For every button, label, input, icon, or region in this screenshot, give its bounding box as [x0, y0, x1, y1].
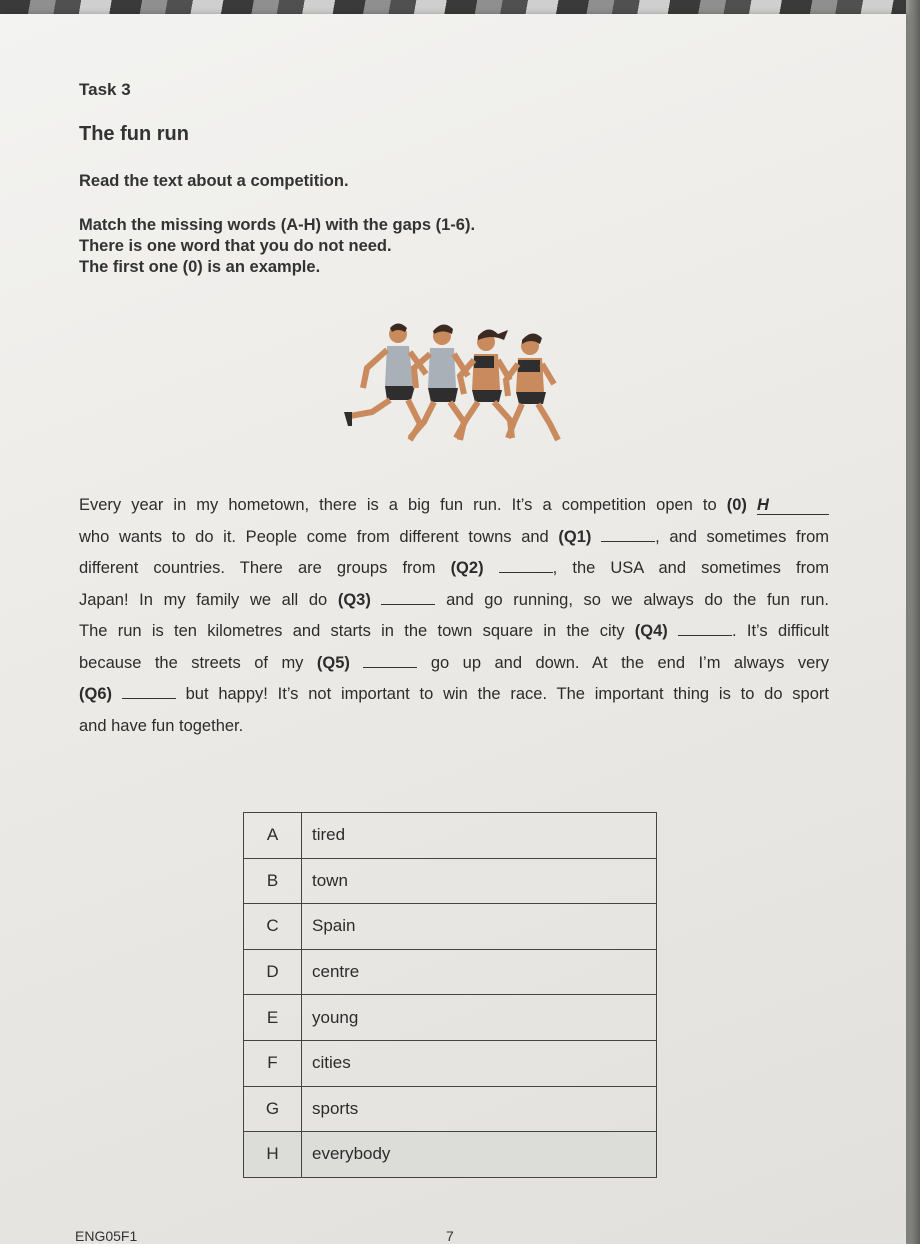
reading-passage	[79, 490, 829, 742]
passage-line: different countries. There are groups from (Q2) , the USA and sometimes from	[79, 559, 830, 577]
option-word: Spain	[302, 904, 657, 950]
option-letter: H	[244, 1132, 302, 1178]
option-letter: A	[244, 813, 302, 859]
table-row	[244, 813, 657, 859]
option-word: young	[302, 995, 657, 1041]
passage-line: and have fun together.	[79, 716, 244, 735]
task-label: Task 3	[79, 80, 131, 99]
gap-label: (Q1)	[558, 527, 592, 546]
answer-gap[interactable]	[678, 621, 732, 636]
word-options-table	[243, 812, 657, 1178]
gap-label: (Q6)	[79, 685, 112, 703]
runner-figure	[506, 333, 558, 440]
table-row	[244, 904, 657, 950]
table-row	[244, 1086, 657, 1132]
gap-label: (Q4)	[634, 622, 668, 640]
instructions	[79, 215, 475, 278]
passage-line: Japan! In my family we all do (Q3) and go running, so we always do the fun run.	[79, 590, 829, 609]
option-word: cities	[302, 1040, 657, 1086]
answer-gap[interactable]	[601, 527, 655, 542]
option-letter: E	[244, 995, 302, 1041]
option-letter: G	[244, 1086, 302, 1132]
gap-label: (Q3)	[337, 590, 371, 609]
passage-line: because the streets of my (Q5) go up and down. At the end I’m always very	[79, 653, 829, 672]
option-letter: B	[244, 858, 302, 904]
table-row	[244, 1132, 657, 1178]
table-row	[244, 858, 657, 904]
option-word: tired	[302, 813, 657, 859]
instruction-line: Match the missing words (A-H) with the gaps (1-6).	[79, 216, 476, 234]
passage-line: (Q6) but happy! It’s not important to win the race. The important thing is to do sport	[79, 685, 829, 703]
photo-background-edge	[906, 0, 920, 1244]
example-answer: H	[757, 496, 829, 515]
answer-gap[interactable]	[499, 558, 553, 573]
read-instruction: Read the text about a competition.	[79, 172, 349, 190]
instruction-line: There is one word that you do not need.	[79, 237, 392, 255]
option-word: centre	[302, 949, 657, 995]
gap-label: (Q2)	[450, 559, 484, 577]
option-letter: D	[244, 949, 302, 995]
table-row	[244, 1040, 657, 1086]
runners-illustration	[340, 322, 565, 452]
passage-line: who wants to do it. People come from different towns and (Q1) , and sometimes from	[79, 527, 829, 546]
answer-gap[interactable]	[363, 653, 417, 668]
passage-line: The run is ten kilometres and starts in the town square in the city (Q4) . It’s difficult	[79, 622, 830, 640]
gap-label: (Q5)	[316, 653, 350, 672]
option-letter: C	[244, 904, 302, 950]
table-row	[244, 949, 657, 995]
answer-gap[interactable]	[122, 684, 176, 699]
option-word: sports	[302, 1086, 657, 1132]
page-title: The fun run	[79, 123, 189, 145]
answer-gap[interactable]	[381, 590, 435, 605]
footer-code: ENG05F1	[75, 1228, 138, 1244]
gap-label: (0)	[726, 496, 747, 514]
option-word: everybody	[302, 1132, 657, 1178]
page-number: 7	[446, 1228, 454, 1244]
instruction-line: The first one (0) is an example.	[79, 258, 321, 276]
option-word: town	[302, 858, 657, 904]
table-row	[244, 995, 657, 1041]
passage-line: Every year in my hometown, there is a big fun run. It’s a competition open to (0) H	[79, 490, 829, 522]
option-letter: F	[244, 1040, 302, 1086]
